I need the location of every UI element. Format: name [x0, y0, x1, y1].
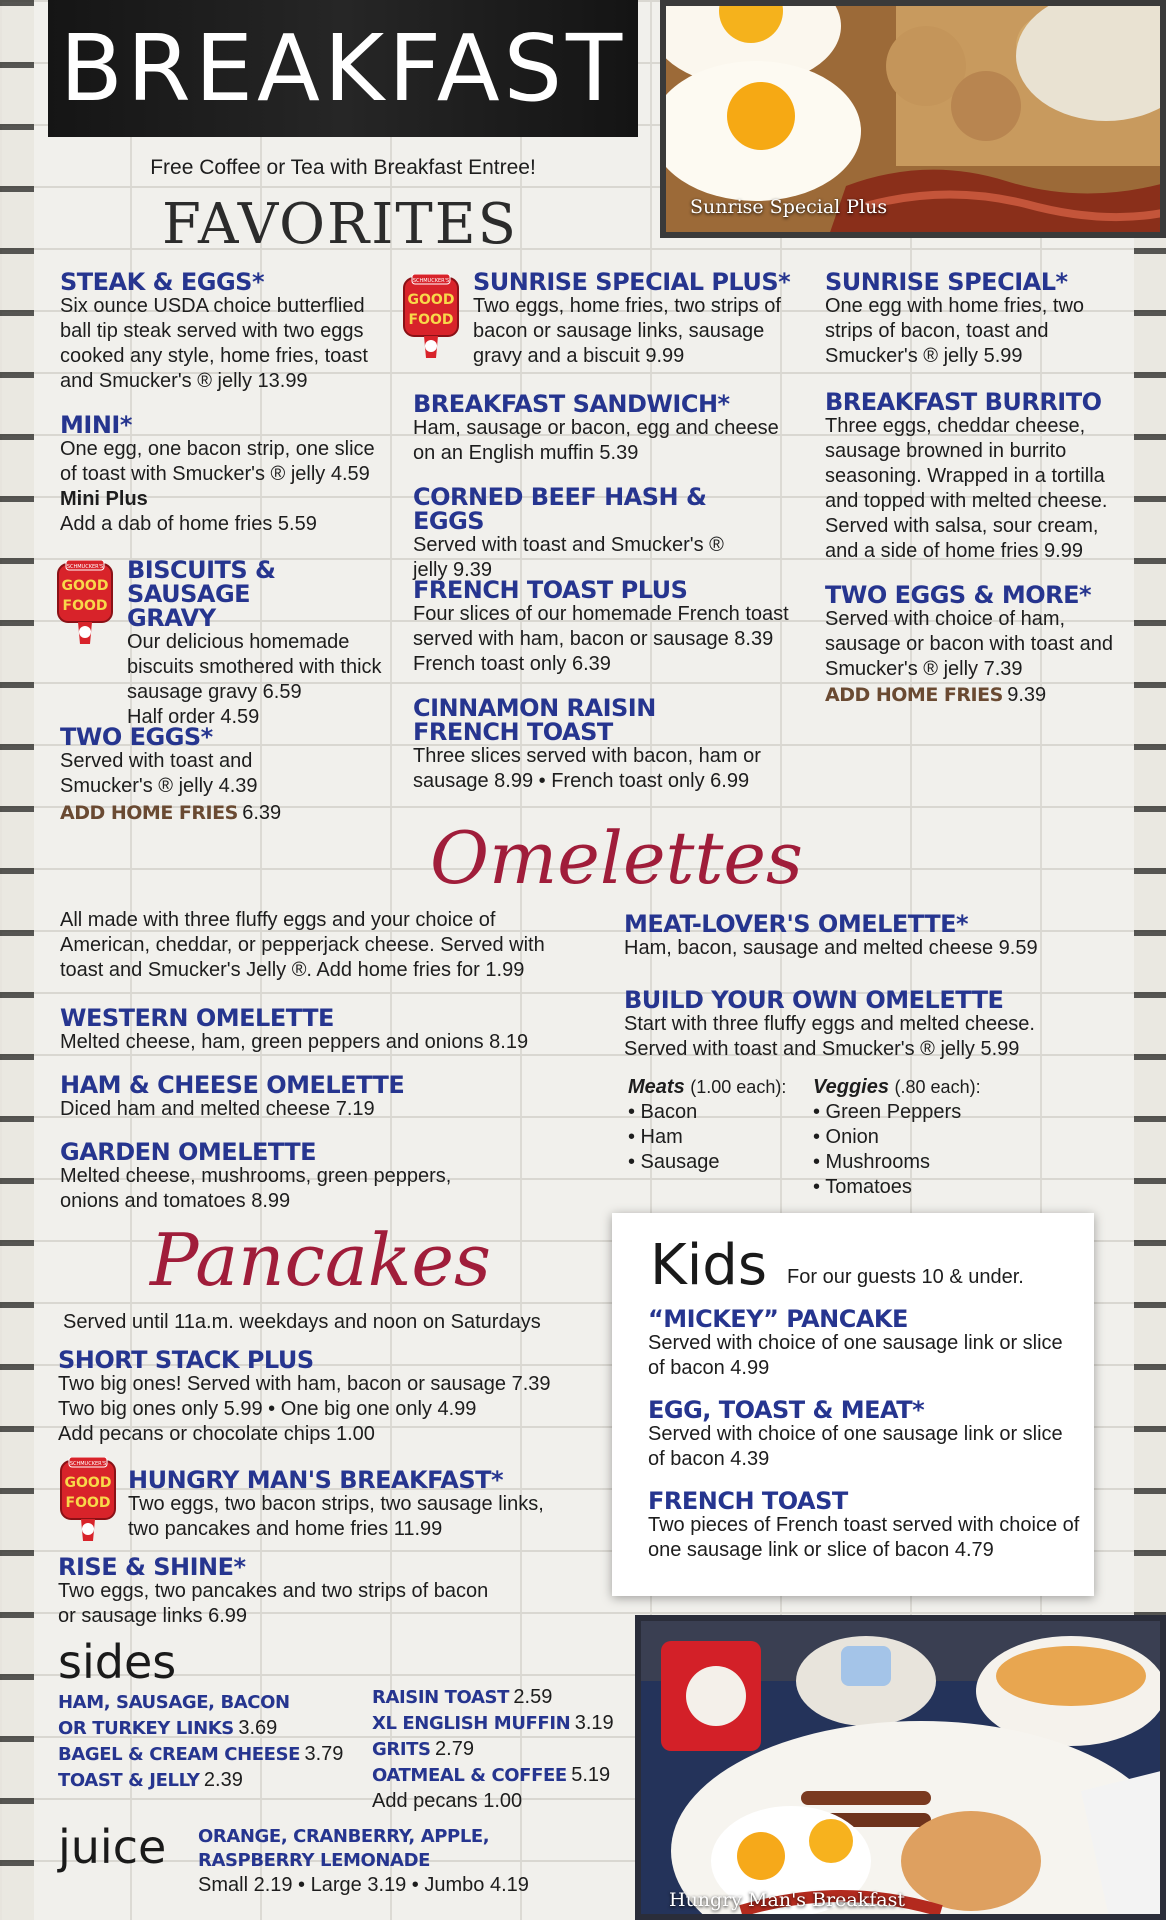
- item-desc: Diced ham and melted cheese 7.19: [60, 1098, 375, 1120]
- item-desc: Two eggs, two bacon strips, two sausage links, two pancakes and home fries 11.99: [128, 1493, 544, 1540]
- item-line: Two big ones! Served with ham, bacon or sausage 7.39: [58, 1373, 551, 1395]
- item-desc: Six ounce USDA choice butterflied ball tip steak served with two eggs cooked any style, home fries, toast and Smucker's ® jelly 13.99: [60, 295, 368, 392]
- pancakes-served: Served until 11a.m. weekdays and noon on Saturdays: [63, 1311, 541, 1333]
- juice-name-line2: RASPBERRY LEMONADE: [198, 1850, 431, 1871]
- item-desc: Served with toast and Smucker's ® jelly 4.39: [60, 750, 258, 797]
- item-mini: [60, 413, 380, 537]
- photo-caption-top: Sunrise Special Plus: [690, 196, 888, 218]
- item-name: TWO EGGS*: [60, 723, 213, 751]
- item-ham-cheese-omelette: [60, 1073, 560, 1122]
- svg-text:SCHMUCKER'S: SCHMUCKER'S: [412, 278, 450, 284]
- item-sunrise-special-plus: [473, 270, 803, 369]
- side-item: BAGEL & CREAM CHEESE 3.79: [58, 1743, 344, 1765]
- item-steak-eggs: [60, 270, 380, 394]
- item-name: GARDEN OMELETTE: [60, 1138, 317, 1166]
- item-desc: Ham, bacon, sausage and melted cheese 9.59: [624, 937, 1038, 959]
- meat-option: • Bacon: [628, 1101, 698, 1123]
- item-half: Half order 4.59: [127, 706, 260, 728]
- meats-price: (1.00 each):: [690, 1077, 787, 1097]
- item-name: MINI*: [60, 411, 132, 439]
- item-name-line1: CINNAMON RAISIN: [413, 694, 656, 722]
- good-food-badge: [57, 1457, 119, 1545]
- good-food-logo-icon: [57, 1457, 119, 1545]
- item-desc: Start with three fluffy eggs and melted cheese. Served with toast and Smucker's ® jelly 5.99: [624, 1013, 1035, 1060]
- hungry-man-photo: [635, 1615, 1166, 1920]
- side-item: GRITS 2.79: [372, 1738, 474, 1760]
- omelettes-title: Omelettes: [430, 816, 803, 900]
- item-two-eggs: [60, 725, 320, 825]
- svg-text:FOOD: FOOD: [408, 312, 454, 328]
- veggie-option: • Mushrooms: [813, 1151, 931, 1173]
- side-item: OATMEAL & COFFEE 5.19: [372, 1764, 611, 1786]
- item-name: WESTERN OMELETTE: [60, 1004, 334, 1032]
- item-desc: One egg, one bacon strip, one slice of toast with Smucker's ® jelly 4.59: [60, 438, 375, 485]
- svg-text:SCHMUCKER'S: SCHMUCKER'S: [66, 564, 104, 570]
- item-name: CORNED BEEF HASH & EGGS: [413, 483, 707, 535]
- item-desc: Two pieces of French toast served with choice of one sausage link or slice of bacon 4.79: [648, 1514, 1080, 1561]
- juice-title: juice: [58, 1820, 167, 1874]
- item-name: RISE & SHINE*: [58, 1553, 246, 1581]
- svg-text:FOOD: FOOD: [65, 1495, 111, 1511]
- item-garden-omelette: [60, 1140, 470, 1214]
- item-name: BREAKFAST BURRITO: [825, 388, 1102, 416]
- item-name: BREAKFAST SANDWICH*: [413, 390, 730, 418]
- item-corned-beef: [413, 485, 743, 583]
- item-subdesc: Add a dab of home fries 5.59: [60, 513, 317, 535]
- veggies-header: [813, 1075, 1013, 1100]
- veggie-option: • Onion: [813, 1126, 879, 1148]
- meat-option: • Ham: [628, 1126, 683, 1148]
- good-food-badge: [54, 560, 116, 648]
- item-name: FRENCH TOAST PLUS: [413, 576, 688, 604]
- menu-title: BREAKFAST: [59, 14, 627, 122]
- item-hungry-man: [128, 1468, 558, 1542]
- svg-text:SCHMUCKER'S: SCHMUCKER'S: [69, 1461, 107, 1467]
- promo-text: Free Coffee or Tea with Breakfast Entree!: [150, 156, 536, 179]
- item-sunrise-special: [825, 270, 1115, 369]
- svg-text:GOOD: GOOD: [61, 578, 109, 594]
- item-desc: Three eggs, cheddar cheese, sausage browned in burrito seasoning. Wrapped in a tortilla and topped with melted cheese. Served with salsa, sour cream, and a side of home fries 9.99: [825, 415, 1108, 562]
- item-only: French toast only 6.39: [413, 653, 611, 675]
- item-breakfast-sandwich: [413, 392, 783, 466]
- item-name: STEAK & EGGS*: [60, 268, 264, 296]
- item-biscuits-gravy: [127, 558, 387, 730]
- side-item: HAM, SAUSAGE, BACON: [58, 1692, 290, 1713]
- addon-row: [825, 684, 1115, 707]
- kids-subtitle: For our guests 10 & under.: [787, 1266, 1024, 1288]
- item-desc: Three slices served with bacon, ham or sausage 8.99 • French toast only 6.99: [413, 745, 761, 792]
- item-name-line2: GRAVY: [127, 604, 216, 632]
- svg-text:GOOD: GOOD: [407, 292, 455, 308]
- side-item: RAISIN TOAST 2.59: [372, 1686, 553, 1708]
- sides-title: sides: [58, 1635, 177, 1689]
- item-name: “MICKEY” PANCAKE: [648, 1305, 908, 1333]
- juice-name-line1: ORANGE, CRANBERRY, APPLE,: [198, 1826, 490, 1847]
- meat-option: • Sausage: [628, 1151, 720, 1173]
- photo-caption-bottom: Hungry Man's Breakfast: [669, 1889, 905, 1911]
- side-item: TOAST & JELLY 2.39: [58, 1769, 243, 1791]
- item-western-omelette: [60, 1006, 560, 1055]
- item-meat-lovers-omelette: [624, 912, 1094, 961]
- item-name: MEAT-LOVER'S OMELETTE*: [624, 910, 969, 938]
- item-desc: Our delicious homemade biscuits smothered with thick sausage gravy 6.59: [127, 631, 382, 703]
- kids-header: [650, 1233, 1024, 1298]
- addon-label: ADD HOME FRIES: [60, 802, 238, 824]
- item-french-toast-plus: [413, 578, 803, 677]
- item-two-eggs-more: [825, 583, 1115, 707]
- item-mickey-pancake: [648, 1307, 1078, 1381]
- item-cinnamon-raisin: [413, 696, 793, 794]
- favorites-title: FAVORITES: [162, 192, 518, 257]
- item-line: Add pecans or chocolate chips 1.00: [58, 1423, 375, 1445]
- juice-item: [198, 1825, 618, 1898]
- good-food-logo-icon: [54, 560, 116, 648]
- side-item: OR TURKEY LINKS 3.69: [58, 1717, 278, 1739]
- item-name-line2: FRENCH TOAST: [413, 718, 613, 746]
- item-name: SUNRISE SPECIAL PLUS*: [473, 268, 791, 296]
- food-photo-hungry-man: [641, 1621, 1166, 1920]
- veggie-option: • Tomatoes: [813, 1176, 912, 1198]
- kids-title: Kids: [650, 1233, 768, 1298]
- item-desc: Four slices of our homemade French toast served with ham, bacon or sausage 8.39: [413, 603, 789, 650]
- item-name: BUILD YOUR OWN OMELETTE: [624, 986, 1004, 1014]
- brick-edge-left: [0, 0, 34, 1920]
- item-breakfast-burrito: [825, 390, 1125, 564]
- sides-right-list: [372, 1685, 632, 1814]
- item-desc: Served with choice of one sausage link or slice of bacon 4.39: [648, 1423, 1063, 1470]
- juice-sizes: Small 2.19 • Large 3.19 • Jumbo 4.19: [198, 1874, 529, 1896]
- item-build-your-own: [624, 988, 1064, 1062]
- item-desc: Ham, sausage or bacon, egg and cheese on an English muffin 5.39: [413, 417, 779, 464]
- meats-list: [628, 1075, 808, 1175]
- item-desc: Two eggs, two pancakes and two strips of bacon or sausage links 6.99: [58, 1580, 489, 1627]
- item-name: FRENCH TOAST: [648, 1487, 848, 1515]
- sunrise-special-photo: [660, 0, 1166, 238]
- pancakes-title: Pancakes: [150, 1218, 491, 1302]
- item-name: HAM & CHEESE OMELETTE: [60, 1071, 405, 1099]
- item-name: EGG, TOAST & MEAT*: [648, 1396, 925, 1424]
- item-desc: Served with choice of one sausage link or slice of bacon 4.99: [648, 1332, 1063, 1379]
- side-item: XL ENGLISH MUFFIN 3.19: [372, 1712, 614, 1734]
- item-desc: Two eggs, home fries, two strips of bacon or sausage links, sausage gravy and a biscuit 9.99: [473, 295, 781, 367]
- item-rise-shine: [58, 1555, 498, 1629]
- item-desc: Served with toast and Smucker's ® jelly 9.39: [413, 534, 724, 581]
- good-food-badge: [400, 274, 462, 362]
- veggies-label: Veggies: [813, 1076, 889, 1098]
- addon-price: 9.39: [1007, 684, 1047, 706]
- addon-price: 6.39: [242, 802, 282, 824]
- veggies-price: (.80 each):: [894, 1077, 981, 1097]
- kids-panel: [612, 1213, 1094, 1596]
- item-line: Two big ones only 5.99 • One big one only 4.99: [58, 1398, 477, 1420]
- veggie-option: • Green Peppers: [813, 1101, 962, 1123]
- meats-header: [628, 1075, 808, 1100]
- item-name: SUNRISE SPECIAL*: [825, 268, 1068, 296]
- sides-left-list: [58, 1690, 378, 1794]
- item-desc: Served with choice of ham, sausage or bacon with toast and Smucker's ® jelly 7.39: [825, 608, 1113, 680]
- omelettes-intro: All made with three fluffy eggs and your choice of American, cheddar, or pepperjack cheese. Served with toast and Smucker's Jelly ®. Add home fries for 1.99: [60, 909, 545, 981]
- veggies-list: [813, 1075, 1013, 1200]
- item-desc: Melted cheese, ham, green peppers and onions 8.19: [60, 1031, 529, 1053]
- svg-text:GOOD: GOOD: [64, 1475, 112, 1491]
- side-addon: Add pecans 1.00: [372, 1790, 523, 1812]
- good-food-logo-icon: [400, 274, 462, 362]
- meats-label: Meats: [628, 1076, 685, 1098]
- item-egg-toast-meat: [648, 1398, 1078, 1472]
- item-short-stack-plus: [58, 1348, 598, 1447]
- item-name: HUNGRY MAN'S BREAKFAST*: [128, 1466, 504, 1494]
- addon-label: ADD HOME FRIES: [825, 684, 1003, 706]
- item-name: SHORT STACK PLUS: [58, 1346, 314, 1374]
- item-desc: Melted cheese, mushrooms, green peppers, onions and tomatoes 8.99: [60, 1165, 452, 1212]
- item-subname: Mini Plus: [60, 488, 148, 510]
- addon-row: [60, 802, 320, 825]
- item-desc: One egg with home fries, two strips of bacon, toast and Smucker's ® jelly 5.99: [825, 295, 1085, 367]
- svg-text:FOOD: FOOD: [62, 598, 108, 614]
- item-name-line1: BISCUITS & SAUSAGE: [127, 556, 276, 608]
- item-name: TWO EGGS & MORE*: [825, 581, 1092, 609]
- item-kids-french-toast: [648, 1489, 1088, 1563]
- title-banner: [48, 0, 638, 137]
